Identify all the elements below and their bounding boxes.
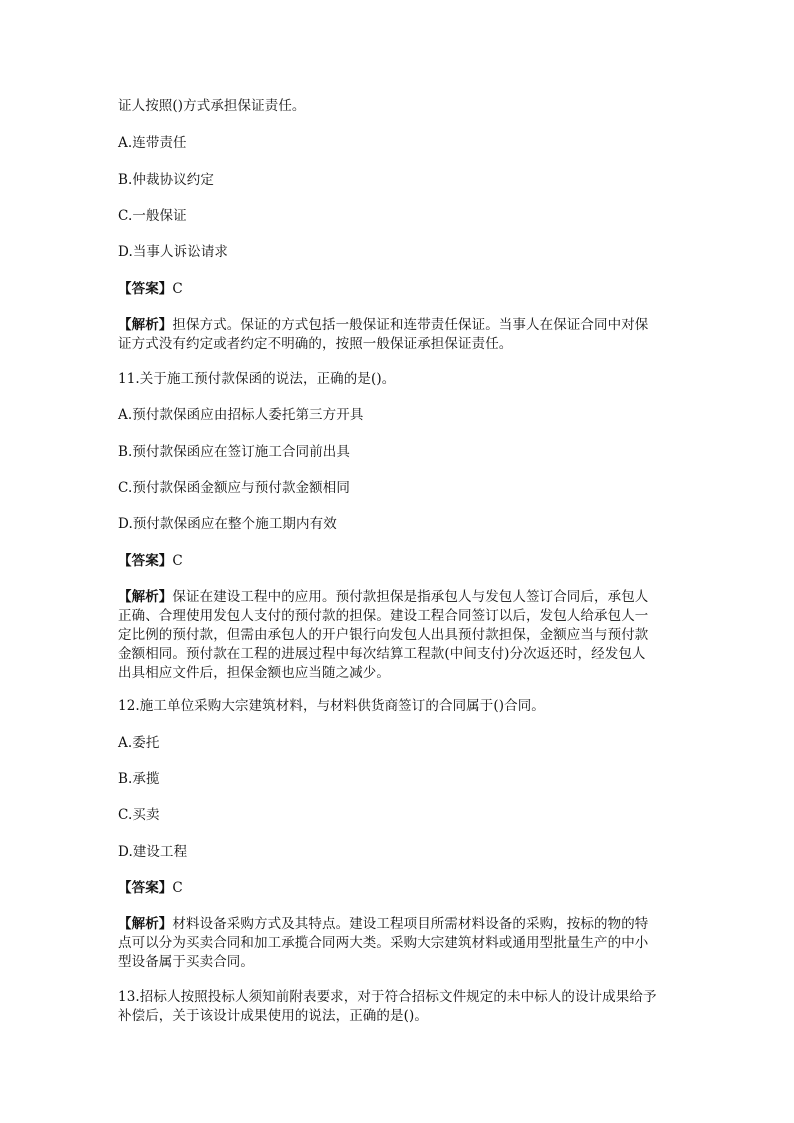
question-12-option-d: D.建设工程: [118, 844, 188, 860]
analysis-text: 担保方式。保证的方式包括一般保证和连带责任保证。当事人在保证合同中对保: [172, 317, 649, 333]
answer-label: 【答案】: [118, 880, 173, 896]
question-12-option-b: B.承揽: [118, 771, 160, 787]
question-12-option-c: C.买卖: [118, 807, 160, 823]
question-10-option-b: B.仲裁协议约定: [118, 172, 215, 188]
question-11-analysis-line-1: [118, 587, 678, 607]
question-12-analysis-line-1: [118, 914, 678, 934]
question-10-option-c: C.一般保证: [118, 208, 187, 224]
question-11-option-c: C.预付款保函金额应与预付款金额相同: [118, 480, 350, 496]
answer-value: C: [172, 880, 183, 896]
question-11-stem: 11.关于施工预付款保函的说法，正确的是()。: [118, 371, 396, 387]
analysis-text: 材料设备采购方式及其特点。建设工程项目所需材料设备的采购，按标的物的特: [172, 916, 649, 932]
question-10-stem: 证人按照()方式承担保证责任。: [118, 98, 306, 114]
question-10-option-a: A.连带责任: [118, 135, 187, 151]
question-11-option-d: D.预付款保函应在整个施工期内有效: [118, 516, 337, 532]
question-10-analysis-line-2: 证方式没有约定或者约定不明确的，按照一般保证承担保证责任。: [118, 336, 513, 352]
question-12-stem: 12.施工单位采购大宗建筑材料，与材料供货商签订的合同属于()合同。: [118, 698, 545, 714]
question-12-analysis-line-3: 型设备属于买卖合同。: [118, 954, 254, 970]
question-11-option-b: B.预付款保函应在签订施工合同前出具: [118, 444, 351, 460]
answer-value: C: [172, 281, 183, 297]
answer-value: C: [172, 553, 183, 569]
question-10-option-d: D.当事人诉讼请求: [118, 244, 229, 260]
question-11-analysis-line-5: 出具相应文件后，担保金额也应当随之减少。: [118, 665, 390, 681]
analysis-text: 保证在建设工程中的应用。预付款担保是指承包人与发包人签订合同后，承包人: [172, 589, 649, 605]
analysis-label: 【解析】: [118, 317, 173, 333]
question-12-answer: [118, 878, 678, 898]
question-12-analysis-line-2: 点可以分为买卖合同和加工承揽合同两大类。采购大宗建筑材料或通用型批量生产的中小: [118, 935, 649, 951]
analysis-label: 【解析】: [118, 589, 173, 605]
answer-label: 【答案】: [118, 553, 173, 569]
question-10-analysis-line-1: [118, 315, 678, 335]
analysis-label: 【解析】: [118, 916, 173, 932]
question-11-answer: [118, 551, 678, 571]
question-11-analysis-line-3: 定比例的预付款，但需由承包人的开户银行向发包人出具预付款担保，金额应当与预付款: [118, 627, 649, 643]
question-13-stem-line-2: 补偿后，关于该设计成果使用的说法，正确的是()。: [118, 1008, 428, 1024]
question-11-analysis-line-2: 正确、合理使用发包人支付的预付款的担保。建设工程合同签订以后，发包人给承包人一: [118, 608, 649, 624]
answer-label: 【答案】: [118, 281, 173, 297]
question-10-answer: [118, 279, 678, 299]
question-12-option-a: A.委托: [118, 735, 160, 751]
question-13-stem-line-1: 13.招标人按照投标人须知前附表要求，对于符合招标文件规定的未中标人的设计成果给予: [118, 989, 657, 1005]
question-11-analysis-line-4: 金额相同。预付款在工程的进展过程中每次结算工程款(中间支付)分次返还时，经发包人: [118, 646, 646, 662]
question-11-option-a: A.预付款保函应由招标人委托第三方开具: [118, 407, 364, 423]
